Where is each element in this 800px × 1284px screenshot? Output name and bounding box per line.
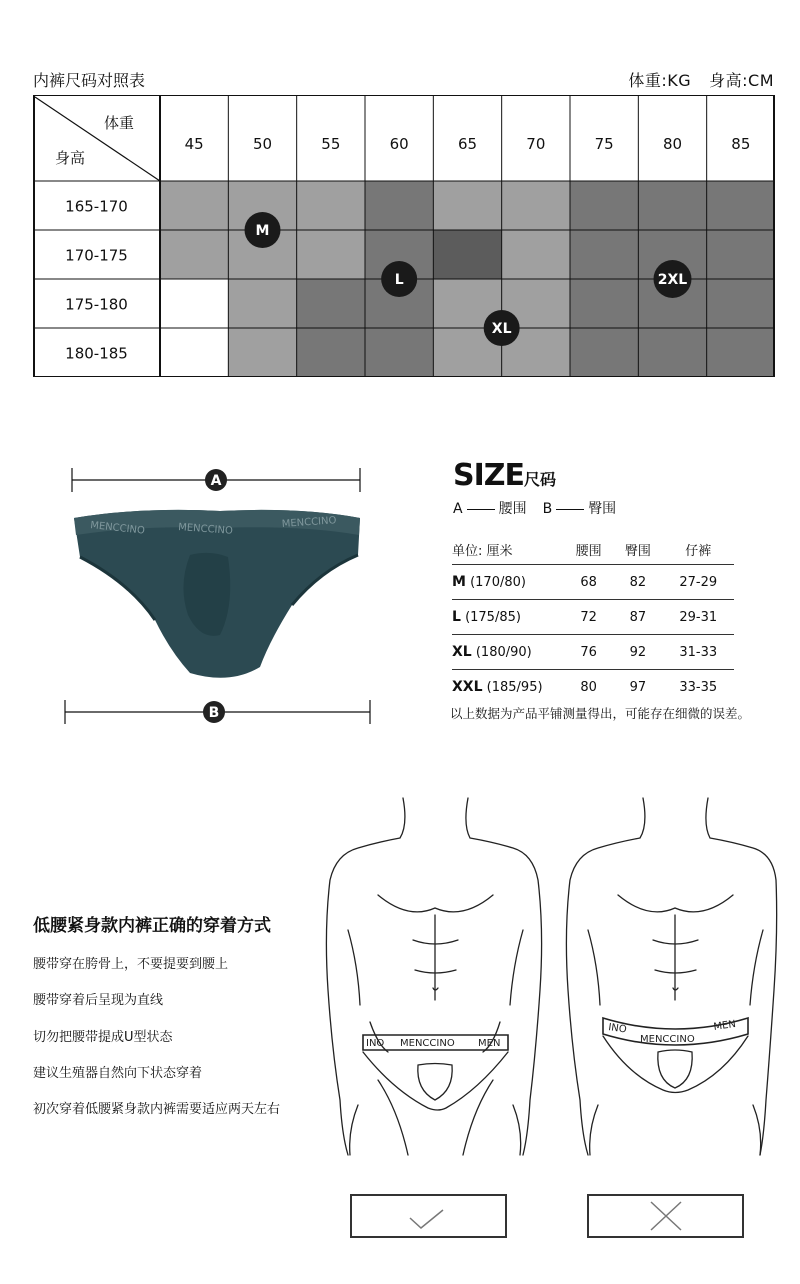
- height-label: 180-185: [65, 344, 128, 363]
- size-heading-big: SIZE: [453, 458, 525, 493]
- grid-cell: [160, 230, 228, 279]
- chart-units: [628, 68, 774, 91]
- grid-cell: [570, 279, 638, 328]
- grid-cell: [502, 181, 570, 230]
- figure-right-brand: MENCCINO: [640, 1034, 695, 1045]
- row-jeans: 29-31: [662, 600, 734, 635]
- corner-weight-label: 体重: [103, 114, 134, 132]
- size-heading: [453, 458, 556, 493]
- grid-cell: [160, 181, 228, 230]
- grid-cell: [570, 230, 638, 279]
- row-hip: 92: [613, 635, 662, 670]
- grid-cell: [297, 328, 365, 377]
- grid-cell: [707, 279, 775, 328]
- row-jeans: 27-29: [662, 565, 734, 600]
- row-size: XXL (185/95): [452, 670, 564, 705]
- table-row: [452, 670, 734, 705]
- grid-cell: [638, 181, 706, 230]
- table-header-row: [452, 534, 734, 565]
- svg-text:L: L: [394, 272, 404, 288]
- brief-brand-center: MENCCINO: [177, 522, 234, 537]
- row-size: XL (180/90): [452, 635, 564, 670]
- unit-weight: 体重:KG: [628, 71, 692, 90]
- row-size: L (175/85): [452, 600, 564, 635]
- grid-cell: [297, 279, 365, 328]
- measurement-note: 以上数据为产品平铺测量得出，可能存在细微的误差。: [450, 706, 751, 721]
- weight-header: 60: [389, 135, 409, 153]
- grid-cell: [502, 230, 570, 279]
- corner-height-label: 身高: [55, 149, 86, 167]
- table-row: [452, 635, 734, 670]
- grid-cell: [570, 328, 638, 377]
- grid-cell: [365, 181, 433, 230]
- grid-cell: [707, 328, 775, 377]
- grid-cell: [297, 181, 365, 230]
- size-bubble-2xl: [654, 260, 692, 298]
- row-size: M (170/80): [452, 565, 564, 600]
- row-jeans: 31-33: [662, 635, 734, 670]
- guide-item: 腰带穿在胯骨上，不要提要到腰上: [33, 957, 229, 972]
- weight-header: 65: [457, 135, 478, 153]
- height-label: 165-170: [65, 197, 128, 216]
- grid-cell: [297, 230, 365, 279]
- legend-a-text: 腰围: [498, 501, 527, 517]
- svg-text:A: A: [210, 473, 222, 489]
- grid-cell: [433, 230, 501, 279]
- check-icon: [410, 1210, 443, 1228]
- product-diagram: [60, 455, 380, 730]
- header-hip: 臀围: [624, 543, 651, 559]
- correct-box: [351, 1195, 506, 1237]
- marker-b: [203, 701, 225, 723]
- weight-header: 50: [252, 135, 273, 153]
- grid-cell: [160, 328, 228, 377]
- grid-cell: [160, 279, 228, 328]
- size-grid: [33, 95, 775, 377]
- header-waist: 腰围: [575, 543, 602, 559]
- grid-cell: [707, 230, 775, 279]
- row-jeans: 33-35: [662, 670, 734, 705]
- row-hip: 82: [613, 565, 662, 600]
- svg-text:B: B: [208, 705, 220, 721]
- row-waist: 76: [564, 635, 613, 670]
- svg-text:2XL: 2XL: [657, 272, 688, 288]
- row-waist: 68: [564, 565, 613, 600]
- height-label: 175-180: [65, 295, 128, 314]
- weight-header: 75: [594, 135, 614, 153]
- size-heading-small: 尺码: [524, 470, 557, 489]
- figure-correct: [326, 798, 541, 1155]
- unit-height: 身高:CM: [709, 71, 774, 90]
- legend-a-letter: A: [453, 501, 463, 517]
- figure-right-frag-a: INO: [607, 1022, 628, 1036]
- weight-header: 45: [184, 135, 204, 153]
- grid-cell: [228, 279, 296, 328]
- header-jeans: 仔裤: [685, 543, 712, 559]
- weight-header: 70: [526, 135, 546, 153]
- table-row: [452, 600, 734, 635]
- height-label: 170-175: [65, 246, 128, 265]
- brief-brand-right: MENCCINO: [281, 515, 337, 530]
- row-hip: 87: [613, 600, 662, 635]
- guide-item: 建议生殖器自然向下状态穿着: [33, 1066, 203, 1081]
- weight-header: 55: [321, 135, 341, 153]
- grid-cell: [707, 181, 775, 230]
- header-unit: 单位: 厘米: [452, 543, 513, 559]
- weight-header: 85: [731, 135, 751, 153]
- legend-b-letter: B: [542, 501, 553, 517]
- grid-cell: [570, 181, 638, 230]
- legend-b-text: 臀围: [588, 501, 617, 517]
- row-hip: 97: [613, 670, 662, 705]
- grid-cell: [228, 328, 296, 377]
- cross-icon: [651, 1202, 681, 1230]
- svg-text:M: M: [255, 223, 270, 239]
- guide-item: 初次穿着低腰紧身款内裤需要适应两天左右: [33, 1102, 281, 1117]
- grid-cell: [433, 181, 501, 230]
- size-bubble-m: [245, 212, 281, 248]
- figure-left-frag-b: MEN: [478, 1038, 501, 1049]
- row-waist: 72: [564, 600, 613, 635]
- figure-left-frag-a: INO: [366, 1038, 385, 1049]
- figure-left-brand: MENCCINO: [400, 1038, 455, 1049]
- brief-brand-left: MENCCINO: [89, 520, 146, 537]
- grid-cell: [365, 328, 433, 377]
- chart-title: 内裤尺码对照表: [33, 71, 146, 90]
- figure-right-frag-b: MEN: [712, 1018, 737, 1033]
- incorrect-box: [588, 1195, 743, 1237]
- weight-header: 80: [662, 135, 683, 153]
- briefs-image: [74, 510, 360, 678]
- svg-text:XL: XL: [491, 321, 512, 337]
- size-bubble-xl: [484, 310, 520, 346]
- table-row: [452, 565, 734, 600]
- figure-incorrect: [566, 798, 776, 1155]
- wearing-illustration: [318, 790, 778, 1255]
- guide-title: 低腰紧身款内裤正确的穿着方式: [33, 916, 271, 936]
- guide-item: 腰带穿着后呈现为直线: [33, 993, 164, 1008]
- marker-a: [205, 469, 227, 491]
- measure-legend: [453, 498, 616, 518]
- size-bubble-l: [381, 261, 417, 297]
- row-waist: 80: [564, 670, 613, 705]
- size-spec-table: [452, 534, 734, 704]
- grid-cell: [638, 328, 706, 377]
- guide-item: 切勿把腰带提成U型状态: [33, 1030, 173, 1045]
